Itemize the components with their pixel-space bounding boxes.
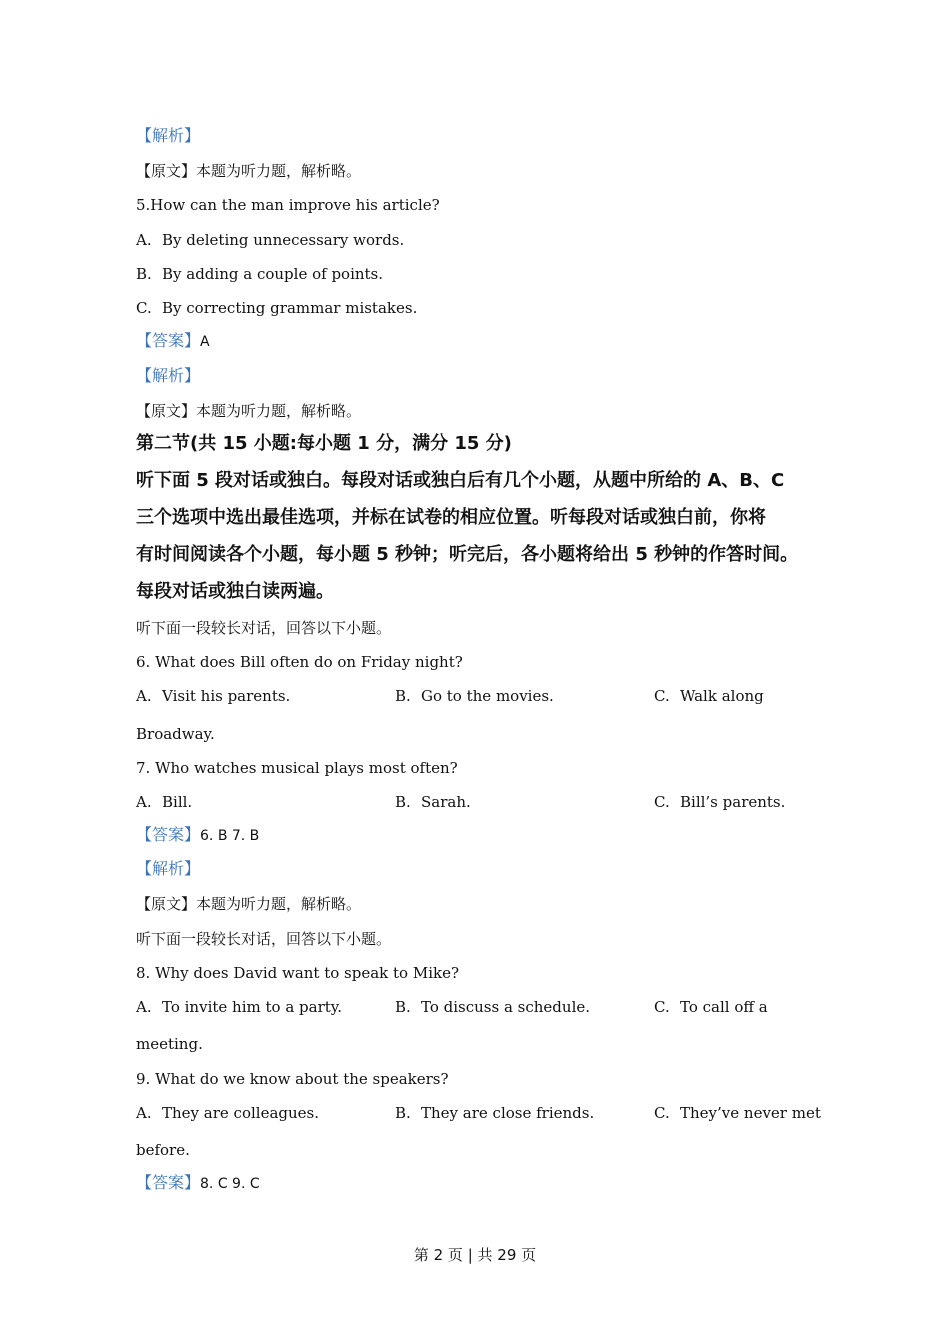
section-instruction-line: 三个选项中选出最佳选项，并标在试卷的相应位置。听每段对话或独白前，你将 [136, 507, 766, 528]
question-6-stem: 6. What does Bill often do on Friday night? [136, 653, 463, 671]
analysis-tag: 【解析】 [136, 366, 201, 385]
original-text-note: 【原文】本题为听力题，解析略。 [136, 895, 362, 913]
question-5-answer: 【答案】A [136, 331, 210, 350]
analysis-tag: 【解析】 [136, 126, 201, 145]
question-6-option-b: B. Go to the movies. [395, 687, 554, 705]
question-9-stem: 9. What do we know about the speakers? [136, 1070, 449, 1088]
analysis-tag: 【解析】 [136, 859, 201, 878]
question-9-option-c-wrap: before. [136, 1141, 190, 1159]
section-instruction-line: 有时间阅读各个小题，每小题 5 秒钟；听完后，各小题将给出 5 秒钟的作答时间。 [136, 544, 799, 565]
question-5-option-b: B. By adding a couple of points. [136, 265, 384, 283]
question-9-option-b: B. They are close friends. [395, 1104, 595, 1122]
question-8-option-a: A. To invite him to a party. [136, 998, 343, 1016]
question-5-stem: 5.How can the man improve his article? [136, 196, 440, 214]
question-7-option-c: C. Bill’s parents. [654, 793, 786, 811]
section-heading: 第二节(共 15 小题:每小题 1 分，满分 15 分) [136, 433, 512, 454]
question-7-stem: 7. Who watches musical plays most often? [136, 759, 458, 777]
question-8-stem: 8. Why does David want to speak to Mike? [136, 964, 460, 982]
question-5-option-c: C. By correcting grammar mistakes. [136, 299, 418, 317]
question-6-option-c-wrap: Broadway. [136, 725, 215, 743]
question-8-option-c: C. To call off a [654, 998, 768, 1016]
question-9-option-c: C. They’ve never met [654, 1104, 821, 1122]
question-9-option-a: A. They are colleagues. [136, 1104, 319, 1122]
original-text-note: 【原文】本题为听力题，解析略。 [136, 402, 362, 420]
question-8-option-b: B. To discuss a schedule. [395, 998, 591, 1016]
section-instruction-line: 每段对话或独白读两遍。 [136, 581, 334, 602]
page-number-footer: 第 2 页 | 共 29 页 [413, 1246, 537, 1264]
question-8-option-c-wrap: meeting. [136, 1035, 203, 1053]
question-5-option-a: A. By deleting unnecessary words. [136, 231, 405, 249]
questions-6-7-answer: 【答案】6. B 7. B [136, 825, 260, 844]
questions-8-9-answer: 【答案】8. C 9. C [136, 1173, 260, 1192]
question-7-option-a: A. Bill. [136, 793, 193, 811]
question-7-option-b: B. Sarah. [395, 793, 471, 811]
listen-prompt: 听下面一段较长对话，回答以下小题。 [136, 619, 392, 637]
section-instruction-line: 听下面 5 段对话或独白。每段对话或独白后有几个小题，从题中所给的 A、B、C [136, 470, 785, 491]
listen-prompt: 听下面一段较长对话，回答以下小题。 [136, 930, 392, 948]
question-6-option-a: A. Visit his parents. [136, 687, 291, 705]
original-text-note: 【原文】本题为听力题，解析略。 [136, 162, 362, 180]
question-6-option-c: C. Walk along [654, 687, 764, 705]
